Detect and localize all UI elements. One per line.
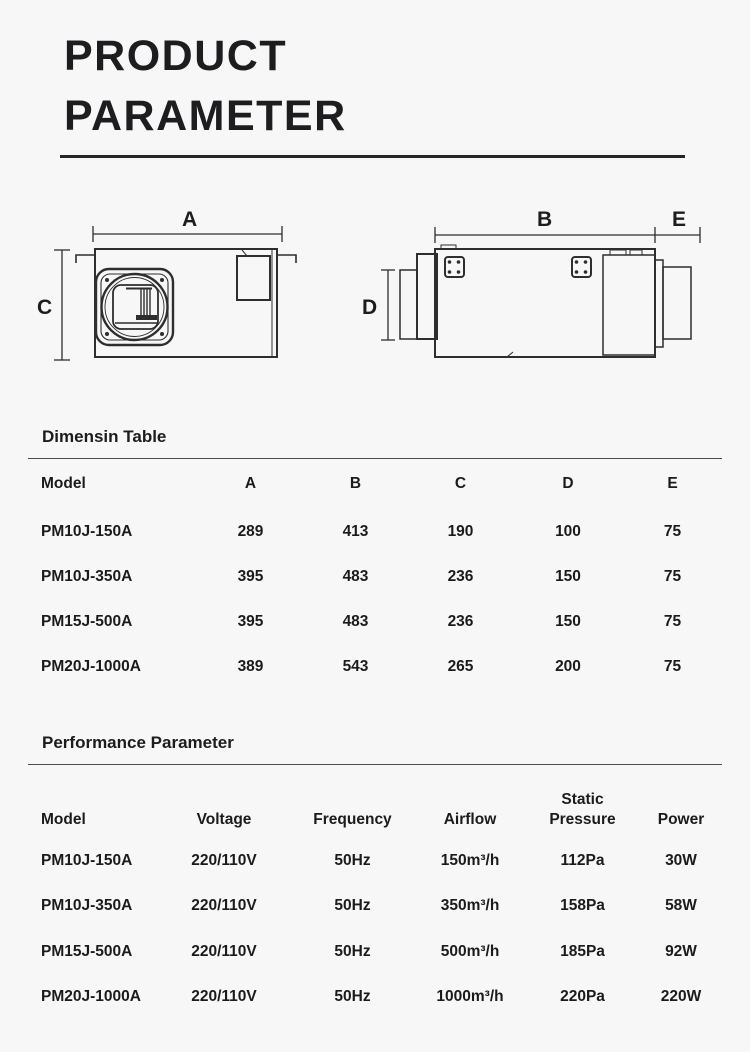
col-header-a: A [244,475,257,492]
voltage-cell: 220/110V [191,897,257,915]
dim-b-cell: 483 [342,567,369,585]
dim-e-cell: 75 [663,522,682,540]
airflow-cell: 150m³/h [440,851,500,869]
col-header-power: Power [657,811,705,828]
page-title-line1: PRODUCT [64,32,288,80]
dim-b-cell: 483 [342,612,369,630]
model-cell: PM10J-350A [41,567,133,585]
dim-e-cell: 75 [663,657,682,675]
dim-label-c: C [37,296,53,319]
frequency-cell: 50Hz [334,897,371,915]
dim-c-cell: 190 [447,522,474,540]
power-cell: 30W [665,851,697,869]
col-header-d: D [562,475,574,492]
frequency-cell: 50Hz [334,942,371,960]
dim-d-cell: 150 [555,612,581,630]
performance-table [28,765,722,1020]
dim-c-cell: 236 [447,612,474,630]
power-cell: 220W [660,988,702,1006]
dim-b-cell: 413 [342,522,369,540]
dim-a-cell: 395 [237,612,264,630]
dimension-table [28,459,722,689]
dim-c-cell: 236 [447,567,474,585]
dim-b-cell: 543 [342,657,369,675]
airflow-cell: 1000m³/h [436,988,504,1006]
col-header-e: E [667,475,678,492]
col-header-c: C [454,475,467,492]
voltage-cell: 220/110V [191,988,257,1006]
table-row [28,644,722,689]
col-header-model: Model [41,811,86,828]
model-cell: PM10J-150A [41,522,133,540]
model-cell: PM20J-1000A [41,988,141,1006]
voltage-cell: 220/110V [191,942,257,960]
col-header-voltage: Voltage [196,811,252,828]
col-header-frequency: Frequency [313,811,392,828]
model-cell: PM10J-350A [41,897,133,915]
title-underline [60,155,685,158]
technical-drawings [0,192,750,397]
dim-d-cell: 100 [555,522,581,540]
table-row [28,838,722,884]
dimension-table-title: Dimensin Table [42,427,167,446]
dim-label-d: D [362,296,378,319]
model-cell: PM20J-1000A [41,657,141,675]
page-title-line2: PARAMETER [64,92,347,140]
dim-a-cell: 389 [237,657,264,675]
table-row [28,599,722,644]
airflow-cell: 350m³/h [440,897,500,915]
dim-a-cell: 395 [237,567,264,585]
dim-label-b: B [537,208,553,231]
dim-d-cell: 150 [555,567,581,585]
table-row [28,884,722,930]
static-pressure-cell: 220Pa [560,988,605,1006]
airflow-cell: 500m³/h [440,942,500,960]
dim-a-cell: 289 [237,522,264,540]
dim-e-cell: 75 [663,612,682,630]
static-pressure-cell: 112Pa [560,851,605,869]
frequency-cell: 50Hz [334,851,371,869]
dim-label-a: A [182,208,198,231]
dim-d-cell: 200 [555,657,581,675]
title-block [0,0,750,158]
table-row [28,975,722,1021]
dim-e-cell: 75 [663,567,682,585]
model-cell: PM15J-500A [41,612,133,630]
frequency-cell: 50Hz [334,988,371,1006]
dimension-table-header-row [28,459,722,509]
col-header-static-pressure: Static Pressure [549,791,616,828]
col-header-model: Model [41,475,86,492]
model-cell: PM10J-150A [41,851,133,869]
model-cell: PM15J-500A [41,942,133,960]
table-row [28,509,722,554]
voltage-cell: 220/110V [191,851,257,869]
col-header-b: B [349,475,362,492]
performance-table-header-row [28,765,722,838]
front-view-drawing [30,192,360,397]
table-row [28,554,722,599]
performance-table-title: Performance Parameter [42,733,234,752]
dim-c-cell: 265 [447,657,474,675]
table-row [28,929,722,975]
side-view-drawing [355,192,750,397]
col-header-airflow: Airflow [443,811,497,828]
static-pressure-cell: 158Pa [560,897,605,915]
power-cell: 92W [665,942,697,960]
dim-label-e: E [672,208,687,231]
static-pressure-cell: 185Pa [560,942,605,960]
power-cell: 58W [665,897,697,915]
